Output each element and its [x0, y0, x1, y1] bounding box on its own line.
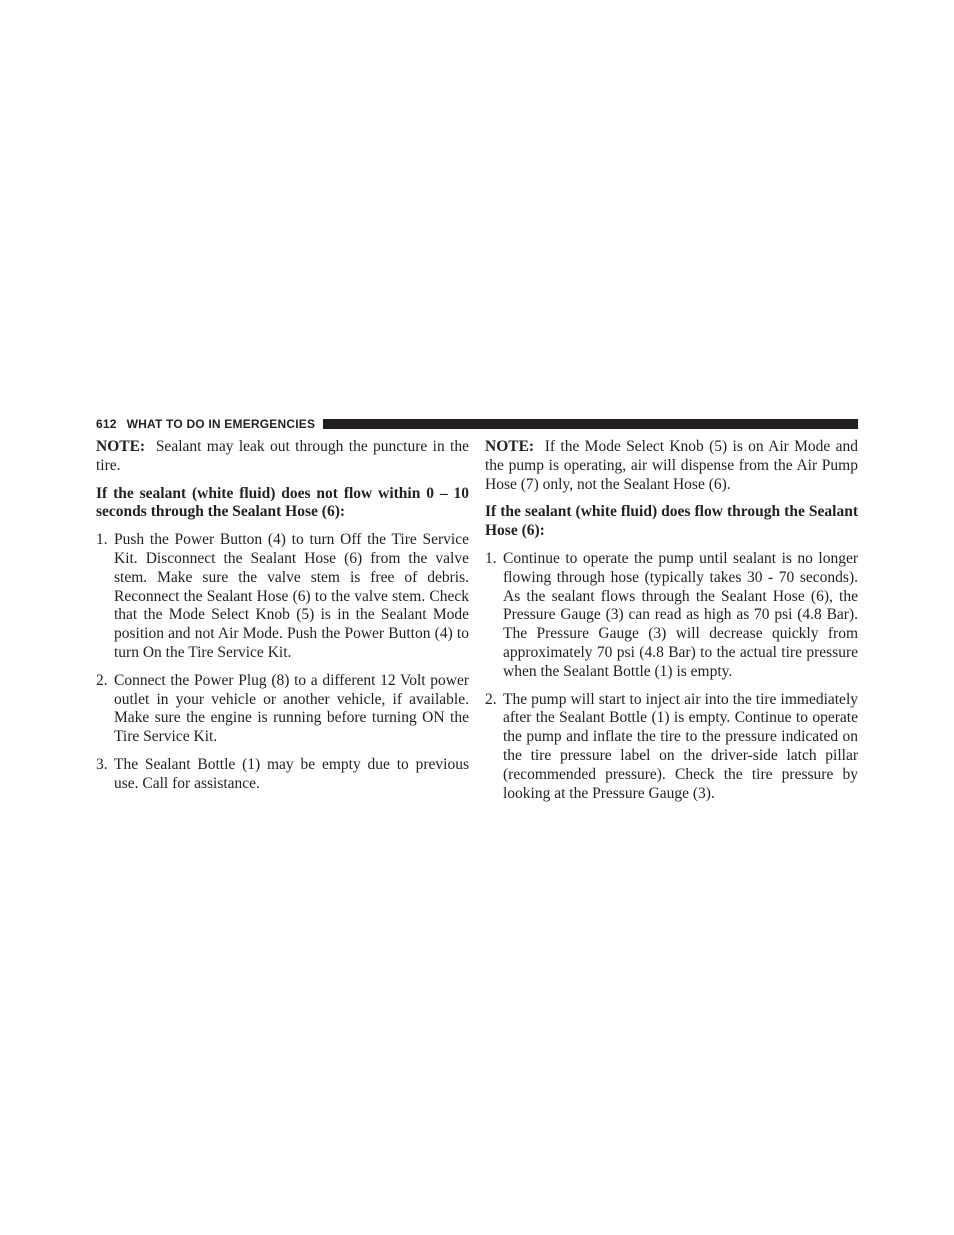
step-number: 2. [485, 690, 497, 708]
note-paragraph [96, 438, 469, 476]
list-item [96, 756, 469, 794]
section-heading: If the sealant (white fluid) does not flow within 0 – 10 seconds through the Sealant Hose (6): [96, 484, 469, 521]
header-rule [323, 419, 858, 429]
page-header [96, 417, 858, 431]
step-text: Continue to operate the pump until sealant is no longer flowing through hose (typically takes 30 - 70 seconds). As the sealant flows through the Sealant Hose (6), the Pressure Gauge (3) can read as high as 70 psi (4.8 Bar). The Pressure Gauge (3) will decrease quickly from approximately 70 psi (4.8 Bar) to the actual tire pressure when the Sealant Bottle (1) is empty. [503, 549, 858, 680]
section-heading: If the sealant (white fluid) does flow through the Sealant Hose (6): [485, 503, 858, 540]
left-column [96, 438, 469, 803]
list-item [485, 691, 858, 804]
step-number: 1. [485, 549, 497, 567]
note-label: NOTE: [485, 438, 535, 455]
list-item [96, 672, 469, 747]
step-text: Push the Power Button (4) to turn Off the Tire Service Kit. Disconnect the Sealant Hose (6) from the valve stem. Make sure the valve stem is free of debris. Reconnect the Sealant Hose (6) to the valve stem. Check that the Mode Select Knob (5) is in the Sealant Mode position and not Air Mode. Push the Power Button (4) to turn On the Tire Service Kit. [114, 531, 469, 661]
right-column [485, 438, 858, 812]
note-text: If the Mode Select Knob (5) is on Air Mode and the pump is operating, air will dispense from the Air Pump Hose (7) only, not the Sealant Hose (6). [485, 438, 859, 493]
section-title: WHAT TO DO IN EMERGENCIES [126, 417, 316, 431]
step-number: 3. [96, 755, 108, 773]
note-label: NOTE: [96, 438, 146, 455]
step-text: Connect the Power Plug (8) to a different 12 Volt power outlet in your vehicle or another vehicle, if available. Make sure the engine is running before turning ON the Tire Service Kit. [114, 671, 469, 746]
steps-list [96, 531, 469, 793]
step-number: 2. [96, 671, 108, 689]
page-number: 612 [96, 417, 117, 431]
list-item [96, 531, 469, 663]
step-text: The pump will start to inject air into the tire immediately after the Sealant Bottle (1) is empty. Continue to operate the pump and inflate the tire to the pressure indicated on the tire pressure label on the driver-side latch pillar (recommended pressure). Check the tire pressure by looking at the Pressure Gauge (3). [503, 690, 858, 802]
steps-list [485, 550, 858, 803]
list-item [485, 550, 858, 682]
note-text: Sealant may leak out through the puncture in the tire. [96, 438, 469, 474]
step-text: The Sealant Bottle (1) may be empty due to previous use. Call for assistance. [114, 755, 469, 792]
step-number: 1. [96, 531, 108, 549]
note-paragraph [485, 438, 858, 494]
